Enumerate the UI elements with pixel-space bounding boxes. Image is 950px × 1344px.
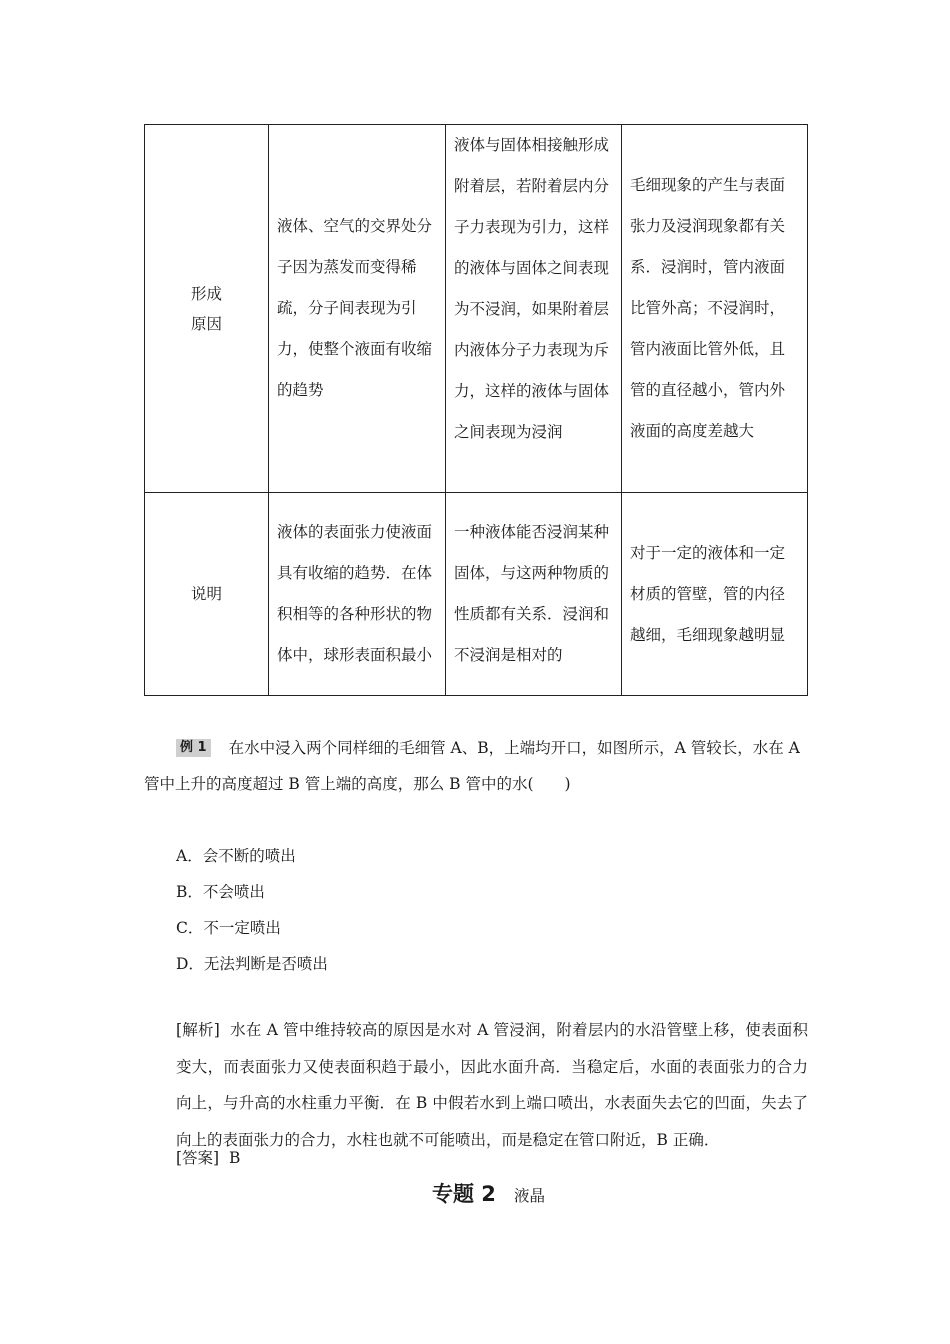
example-question xyxy=(144,730,808,802)
row-header-line: 说明 xyxy=(190,585,222,603)
option-c: C．不一定喷出 xyxy=(176,919,281,937)
table-cell: 一种液体能否浸润某种固体，与这两种物质的性质都有关系．浸润和不浸润是相对的 xyxy=(446,493,622,696)
table-cell: 毛细现象的产生与表面张力及浸润现象都有关系．浸润时，管内液面比管外高；不浸润时，管内液面比管外低，且管的直径越小，管内外液面的高度差越大 xyxy=(622,125,808,493)
table-cell: 液体与固体相接触形成附着层，若附着层内分子力表现为引力，这样的液体与固体之间表现为不浸润，如果附着层内液体分子力表现为斥力，这样的液体与固体之间表现为浸润 xyxy=(446,125,622,493)
option-list xyxy=(176,838,328,982)
section-subtitle: 液晶 xyxy=(513,1187,545,1205)
answer-label: [答案] xyxy=(176,1149,220,1167)
answer-value: B xyxy=(228,1149,241,1167)
comparison-table xyxy=(144,124,808,696)
analysis-text: 水在 A 管中维持较高的原因是水对 A 管浸润，附着层内的水沿管壁上移，使表面积变大，而表面张力又使表面积趋于最小，因此水面升高．当稳定后，水面的表面张力的合力向上，与升高的水柱重力平衡．在 B 中假若水到上端口喷出，水表面失去它的凹面，失去了向上的表面张力的合力，水柱也就不可能喷出，而是稳定在管口附近，B 正确． xyxy=(176,1021,808,1149)
analysis-block xyxy=(144,1012,808,1158)
option-d: D．无法判断是否喷出 xyxy=(176,955,328,973)
table-cell: 对于一定的液体和一定材质的管壁，管的内径越细，毛细现象越明显 xyxy=(622,493,808,696)
table-row-note xyxy=(145,493,808,696)
row-header-line: 原因 xyxy=(190,314,222,333)
question-text: 在水中浸入两个同样细的毛细管 A、B，上端均开口，如图所示，A 管较长，水在 A 管中上升的高度超过 B 管上端的高度，那么 B 管中的水( ) xyxy=(144,739,800,793)
example-tag: 例 1 xyxy=(176,739,211,757)
table-cell: 液体、空气的交界处分子因为蒸发而变得稀疏，分子间表现为引力，使整个液面有收缩的趋势 xyxy=(269,125,446,493)
option-a: A．会不断的喷出 xyxy=(176,847,296,865)
analysis-label: [解析] xyxy=(176,1021,220,1039)
section-title: 专题 2 xyxy=(432,1182,496,1206)
row-header-line: 形成 xyxy=(190,284,222,303)
answer-block xyxy=(176,1140,240,1176)
row-header-note xyxy=(145,493,269,696)
row-header-cause xyxy=(145,125,269,493)
table-row-cause xyxy=(145,125,808,493)
section-heading xyxy=(432,1176,545,1214)
table-cell: 液体的表面张力使液面具有收缩的趋势．在体积相等的各种形状的物体中，球形表面积最小 xyxy=(269,493,446,696)
option-b: B．不会喷出 xyxy=(176,883,265,901)
